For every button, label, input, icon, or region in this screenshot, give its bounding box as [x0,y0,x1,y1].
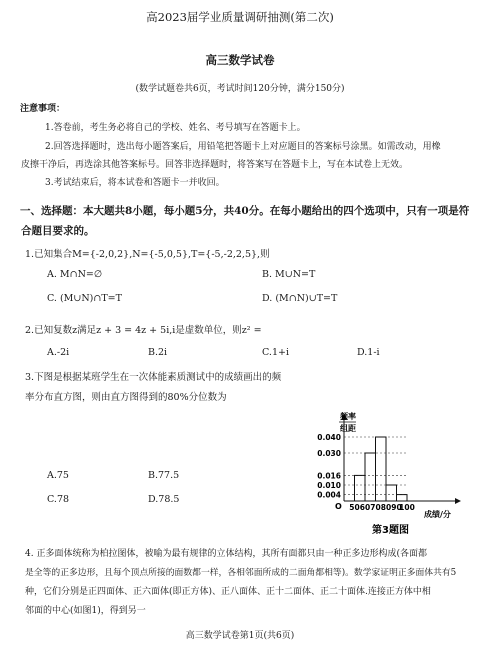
q2-option-a: A.-2i [47,347,70,358]
q1-option-d: D. (M∩N)∪T=T [262,293,338,304]
histogram-bar [355,475,366,501]
histogram-bars [355,437,408,501]
y-tick-label: 0.010 [317,481,341,490]
exam-info: (数学试题卷共6页，考试时间120分钟，满分150分) [135,84,345,94]
histogram-figure [300,405,480,540]
x-tick-label: 80 [380,503,392,512]
notice-heading: 注意事项： [20,104,66,114]
q2-option-b: B.2i [148,347,168,358]
section-heading-line-1: 一、选择题：本大题共8小题，每小题5分，共40分。在每小题给出的四个选项中，只有一项是符 [20,205,470,217]
figure-caption: 第3题图 [372,525,409,536]
histogram-bar [397,495,408,501]
q1-option-a: A. M∩N=∅ [47,269,103,280]
q4-line-4: 邻面的中心(如图1)，得到另一 [25,606,146,616]
q2-option-c: C.1+i [262,347,289,358]
origin-label: O [335,502,342,511]
q1-stem: 1.已知集合M={-2,0,2},N={-5,0,5},T={-5,-2,2,5},则 [25,249,270,260]
y-tick-label: 0.016 [317,471,341,481]
header-title: 高2023届学业质量调研抽测(第二次) [146,10,334,24]
exam-title: 高三数学试卷 [205,53,275,67]
q2-option-d: D.1-i [357,347,380,358]
x-axis-arrow [455,498,461,504]
q3-option-d: D.78.5 [148,494,180,505]
q2-stem: 2.已知复数z满足z + 3 = 4z + 5i,i是虚数单位，则z² = [25,325,262,336]
y-tick-labels [317,433,341,500]
q3-option-b: B.77.5 [148,470,180,481]
q3-option-c: C.78 [47,494,70,505]
y-tick-label: 0.004 [317,490,341,500]
notice-item-3: 3.考试结束后，将本试卷和答题卡一并收回。 [45,178,225,188]
q1-option-b: B. M∪N=T [262,269,316,280]
notice-item-2-line-2: 皮擦干净后，再选涂其他答案标号。回答非选择题时，将答案写在答题卡上，写在本试卷上无效。 [21,160,409,170]
page-footer: 高三数学试卷第1页(共6页) [185,631,295,641]
q3-option-a: A.75 [47,470,69,481]
q4-line-3: 种，它们分别是正四面体、正六面体(即正方体)、正八面体、正十二面体、正二十面体.连接正方体中相 [25,587,431,597]
x-tick-label: 100 [399,503,415,512]
x-tick-label: 70 [370,503,381,512]
q1-option-c: C. (M∪N)∩T=T [47,293,122,304]
y-tick-label: 0.030 [317,449,341,458]
q3-stem-line-2: 率分布直方图，则由直方图得到的80%分位数为 [25,392,227,403]
x-axis-title: 成绩/分 [424,510,451,519]
x-tick-labels [349,503,415,512]
section-heading-line-2: 合题目要求的。 [21,225,95,237]
histogram-bar [386,485,397,501]
histogram-bar [365,453,376,501]
q3-stem-line-1: 3.下图是根据某班学生在一次体能素质测试中的成绩画出的频 [25,372,282,383]
q4-line-2: 是全等的正多边形，且每个顶点所接的面数都一样，各相邻面所成的二面角都相等)。数学家证明正多面体共有5 [25,568,457,578]
y-axis-title-top: 频率 [340,412,356,421]
x-tick-label: 50 [349,503,360,512]
notice-item-2-line-1: 2.回答选择题时，选出每小题答案后，用铅笔把答题卡上对应题目的答案标号涂黑。如需改动，用橡 [45,142,441,152]
x-tick-label: 90 [391,503,402,512]
notice-item-1: 1.答卷前，考生务必将自己的学校、姓名、考号填写在答题卡上。 [45,123,306,133]
histogram-bar [376,437,387,501]
x-tick-label: 60 [359,503,371,512]
y-axis-title-bottom: 组距 [340,424,356,433]
y-tick-label: 0.040 [317,433,341,442]
q4-line-1: 4. 正多面体统称为柏拉图体，被喻为最有规律的立体结构，其所有面都只由一种正多边形构成(各面都 [25,549,427,559]
